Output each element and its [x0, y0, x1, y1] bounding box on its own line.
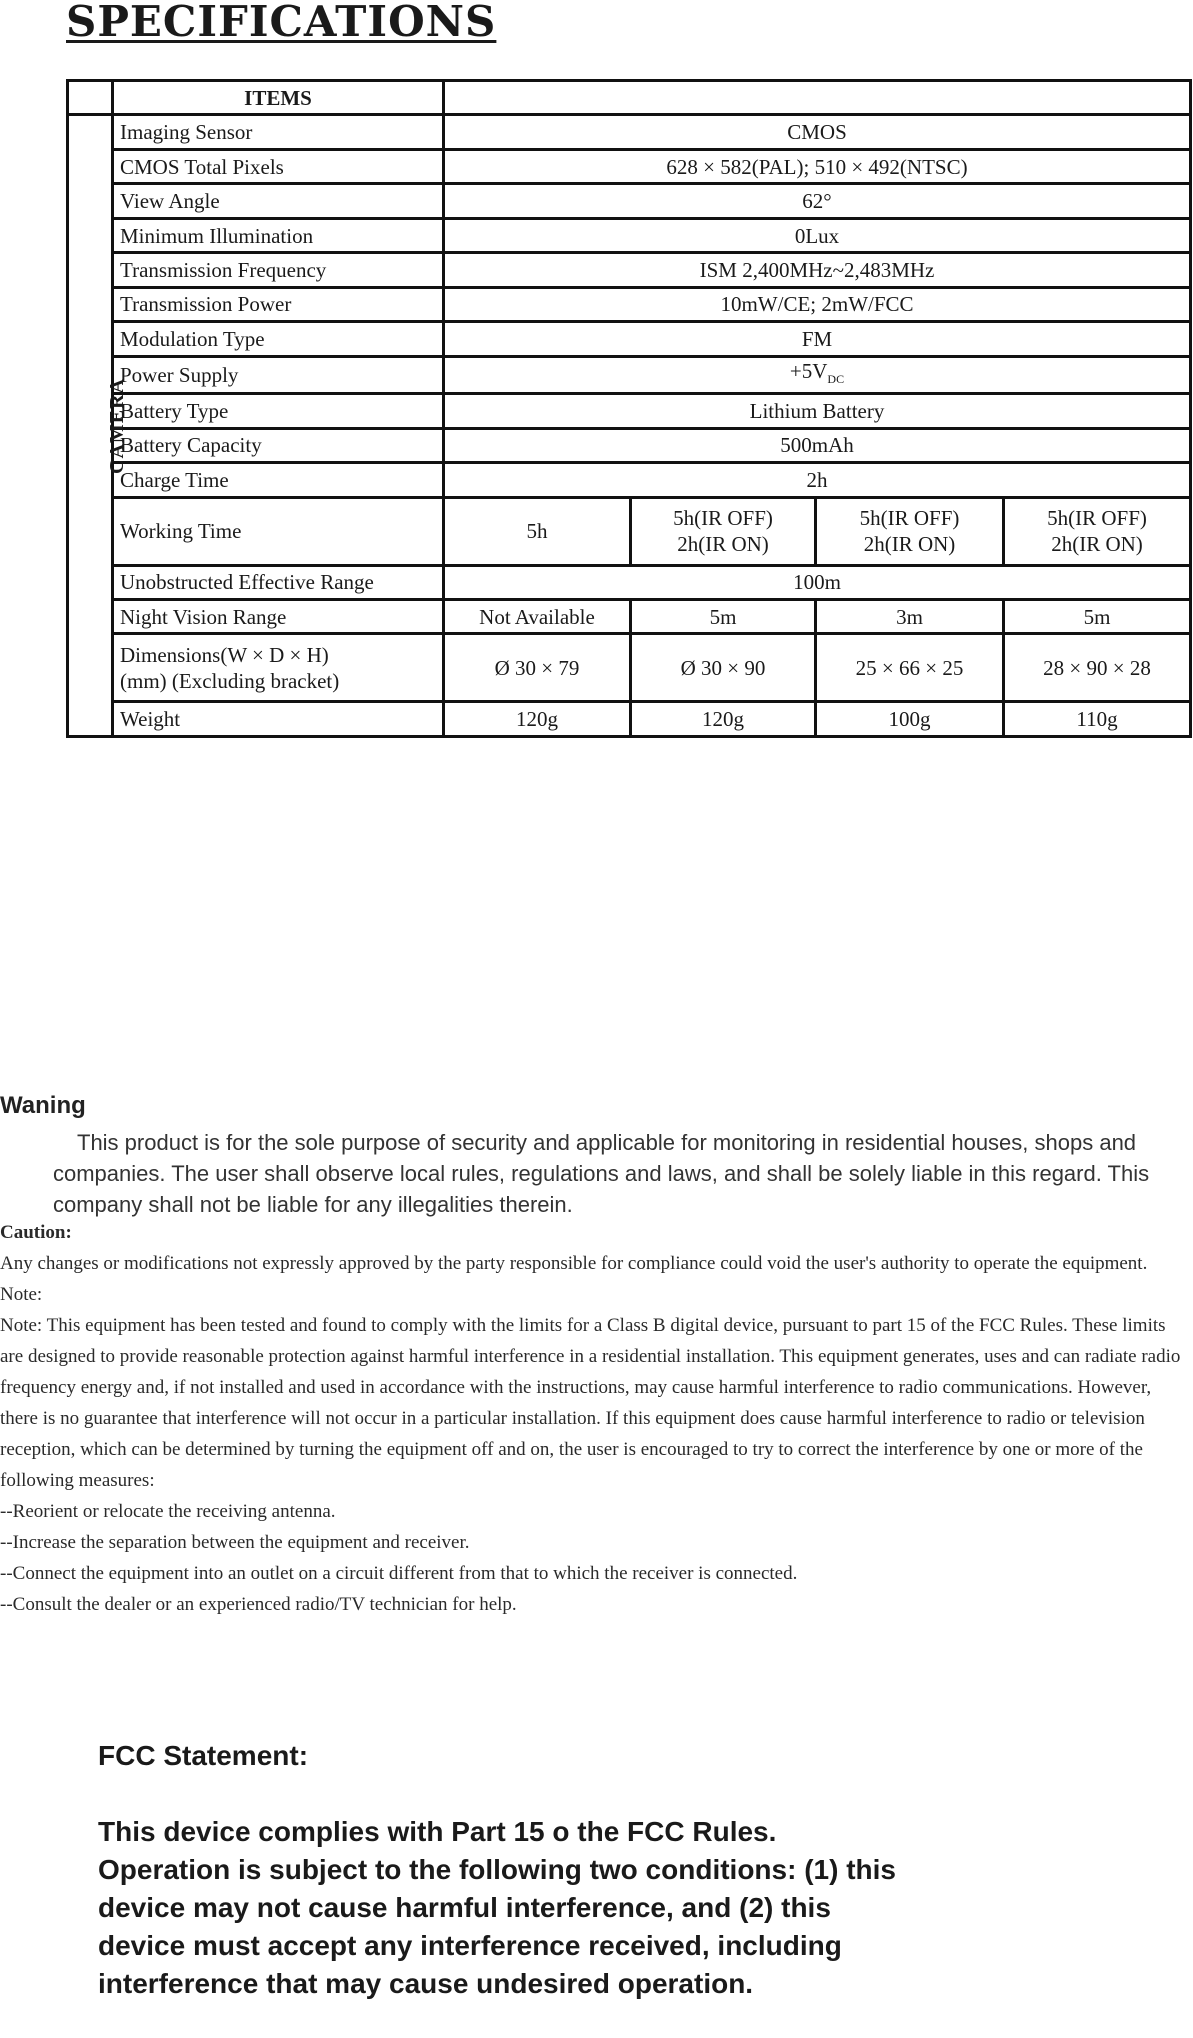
row-label: Battery Type: [113, 394, 444, 428]
warning-body: This product is for the sole purpose of security and applicable for monitoring in residential houses, shops and companies. The user shall observe local rules, regulations and laws, and shall be solely liable in this regard. This company shall not be liable for any illegalities therein.: [53, 1130, 1150, 1217]
night-vision-cell: 3m: [816, 600, 1004, 634]
working-time-cell: [1004, 497, 1191, 565]
row-value: FM: [444, 322, 1191, 356]
page-title: SPECIFICATIONS: [66, 0, 497, 46]
items-header: ITEMS: [113, 81, 444, 115]
measure-item: --Increase the separation between the equipment and receiver.: [0, 1532, 470, 1553]
working-time-cell: [444, 497, 631, 565]
night-vision-cell: 5m: [1004, 600, 1191, 634]
fcc-statement: [98, 1737, 898, 2003]
power-subscript: DC: [827, 372, 845, 387]
row-value: 2h: [444, 463, 1191, 497]
row-label: Minimum Illumination: [113, 218, 444, 252]
row-label: Imaging Sensor: [113, 115, 444, 149]
row-value: 628 × 582(PAL); 510 × 492(NTSC): [444, 149, 1191, 183]
row-label: [113, 634, 444, 702]
weight-cell: 120g: [444, 702, 631, 737]
working-time-line: 2h(IR ON): [1051, 532, 1143, 557]
row-label: Transmission Power: [113, 287, 444, 321]
specifications-table: [66, 79, 1192, 738]
working-time-cell: [631, 497, 816, 565]
night-vision-cell: Not Available: [444, 600, 631, 634]
measure-item: --Consult the dealer or an experienced radio/TV technician for help.: [0, 1594, 517, 1615]
row-value: 0Lux: [444, 218, 1191, 252]
row-value: CMOS: [444, 115, 1191, 149]
row-label: View Angle: [113, 184, 444, 218]
row-label: Unobstructed Effective Range: [113, 565, 444, 599]
weight-cell: 120g: [631, 702, 816, 737]
row-label: Transmission Frequency: [113, 253, 444, 287]
row-label: CMOS Total Pixels: [113, 149, 444, 183]
caution-title: Caution:: [0, 1222, 72, 1243]
working-time-line: 2h(IR ON): [677, 532, 769, 557]
weight-cell: 110g: [1004, 702, 1191, 737]
row-label: Power Supply: [113, 356, 444, 394]
working-time-line: 5h(IR OFF): [673, 506, 773, 531]
working-time-line: 2h(IR ON): [863, 532, 956, 557]
measure-item: --Reorient or relocate the receiving antenna.: [0, 1501, 336, 1522]
row-value: 10mW/CE; 2mW/FCC: [444, 287, 1191, 321]
row-value: 62°: [444, 184, 1191, 218]
row-label: Weight: [113, 702, 444, 737]
compliance-section: [0, 1217, 1189, 1620]
weight-cell: 100g: [816, 702, 1004, 737]
row-value: ISM 2,400MHz~2,483MHz: [444, 253, 1191, 287]
camera-section-cell: [68, 115, 128, 737]
row-value: [444, 356, 1191, 394]
row-value: Lithium Battery: [444, 394, 1191, 428]
caution-body: Any changes or modifications not expressly approved by the party responsible for compliance could void the user's authority to operate the equipment.: [0, 1253, 1148, 1274]
dimensions-cell: Ø 30 × 79: [444, 634, 631, 702]
working-time-line: 5h(IR OFF): [859, 506, 960, 531]
dimensions-label-line: (mm) (Excluding bracket): [120, 668, 340, 693]
dimensions-cell: 28 × 90 × 28: [1004, 634, 1191, 702]
power-value: +5V: [789, 358, 828, 383]
note-title: Note:: [0, 1284, 43, 1305]
dimensions-cell: 25 × 66 × 25: [816, 634, 1004, 702]
row-label: Charge Time: [113, 463, 444, 497]
row-value: 100m: [444, 565, 1191, 599]
section-label: CAMERA: [106, 378, 128, 475]
row-label: Modulation Type: [113, 322, 444, 356]
statement-body: This device complies with Part 15 o the FCC Rules. Operation is subject to the following two conditions: (1) this device may not cause harmful interference, and (2) this device must accept any interference received, including interference that may cause undesired operation.: [98, 1816, 896, 1999]
row-value: 500mAh: [444, 428, 1191, 462]
dimensions-cell: Ø 30 × 90: [631, 634, 816, 702]
dimensions-label-line: Dimensions(W × D × H): [120, 642, 329, 667]
night-vision-cell: 5m: [631, 600, 816, 634]
values-header: [444, 81, 1191, 115]
working-time-line: 5h(IR OFF): [1047, 506, 1147, 531]
statement-title: FCC Statement:: [98, 1740, 309, 1771]
header-blank-cell: [68, 81, 113, 115]
row-label: Working Time: [113, 497, 444, 565]
row-label: Night Vision Range: [113, 600, 444, 634]
row-label: Battery Capacity: [113, 428, 444, 462]
note-body: Note: This equipment has been tested and found to comply with the limits for a Class B digital device, pursuant to part 15 of the FCC Rules. These limits are designed to provide reasonable protection against harmful interference in a residential installation. This equipment generates, uses and can radiate radio frequency energy and, if not installed and used in accordance with the instructions, may cause harmful interference to radio communications. However, there is no guarantee that interference will not occur in a particular installation. If this equipment does cause harmful interference to radio or television reception, which can be determined by turning the equipment off and on, the user is encouraged to try to correct the interference by one or more of the following measures:: [0, 1315, 1181, 1491]
working-time-line: 5h: [526, 519, 548, 544]
measure-item: --Connect the equipment into an outlet on a circuit different from that to which the receiver is connected.: [0, 1563, 798, 1584]
warning-title: Waning: [0, 1092, 86, 1119]
working-time-cell: [816, 497, 1004, 565]
